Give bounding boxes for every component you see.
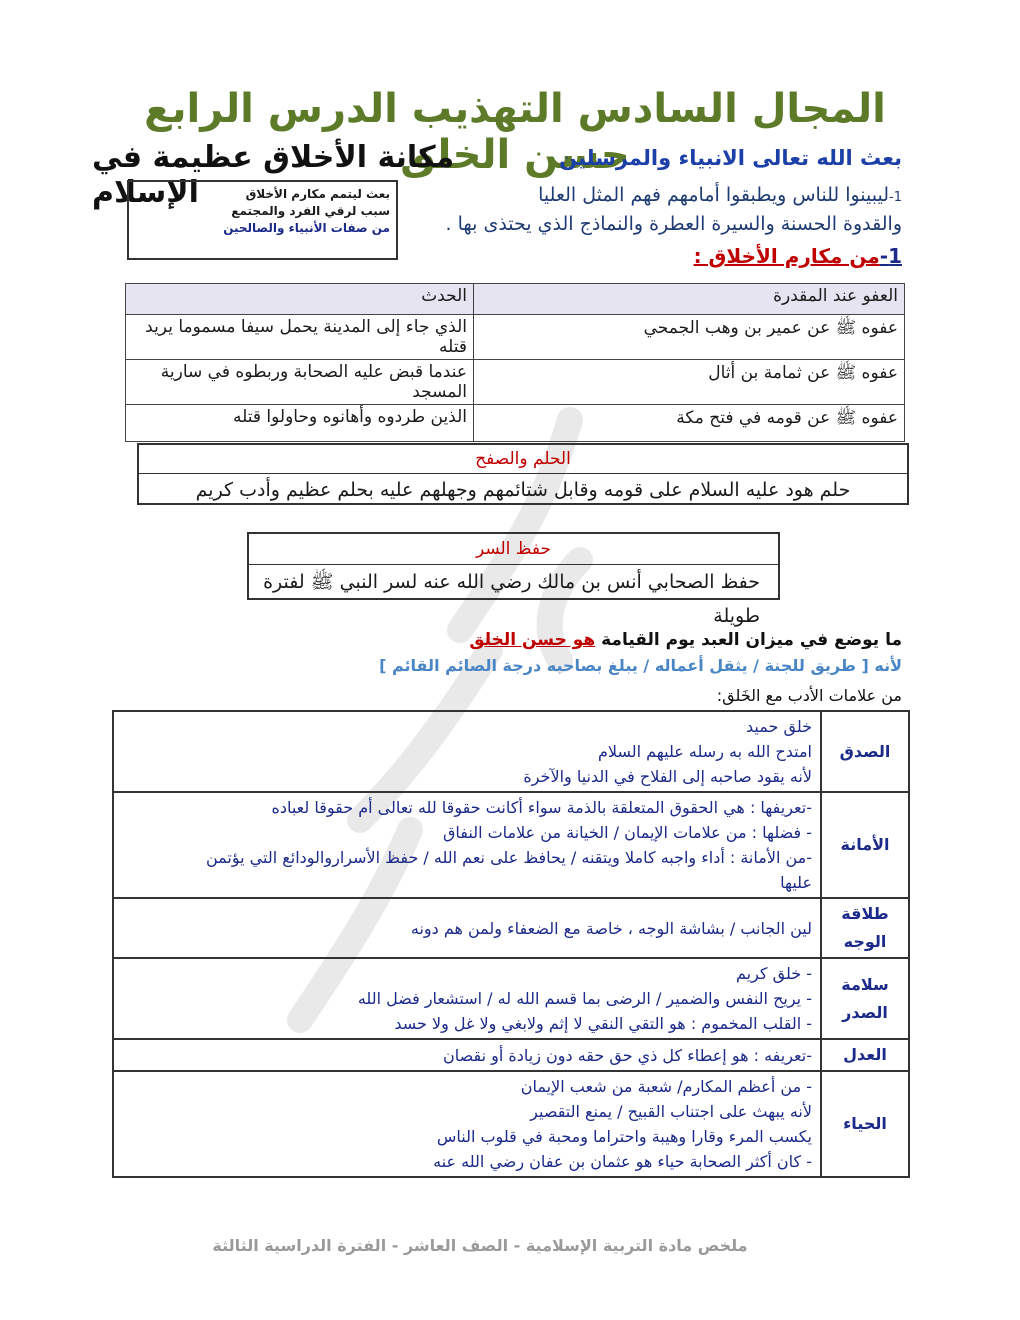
side-box-line: من صفات الأنبياء والصالحين: [223, 221, 390, 235]
table-row: [113, 1071, 909, 1177]
trait-line: - كان أكثر الصحابة حياء هو عثمان بن عفان رضي الله عنه: [433, 1152, 812, 1171]
section-heading-ethics-status: مكانة الأخلاق عظيمة في الإسلام: [92, 140, 455, 210]
table-row: [113, 898, 909, 958]
table-cell: عفوه ﷺ عن قومه في فتح مكة: [474, 405, 905, 442]
question-text: ما يوضع في ميزان العبد يوم القيامة: [595, 630, 902, 650]
trait-name: الأمانة: [821, 792, 909, 898]
makarem-heading: [694, 244, 902, 268]
trait-line: -من الأمانة : أداء واجبه كاملا ويتقنه / يحافظ على نعم الله / حفظ الأسراروالودائع التي يؤتمن: [205, 848, 812, 867]
intro-number: 1-: [889, 190, 902, 205]
trait-details: [113, 1071, 821, 1177]
side-box-line: سبب لرقي الفرد والمجتمع: [231, 204, 390, 218]
table-row: [113, 711, 909, 792]
question-answer: هو حسن الخلق: [469, 630, 596, 650]
table-row: [113, 792, 909, 898]
side-box-line: بعث ليتمم مكارم الأخلاق: [245, 187, 390, 201]
page-footer: ملخص مادة التربية الإسلامية - الصف العاشر - الفترة الدراسية الثالثة: [212, 1236, 748, 1255]
trait-name: الصدق: [821, 711, 909, 792]
trait-line: - يريح النفس والضمير / الرضى بما قسم الله له / استشعار فضل الله: [357, 989, 812, 1008]
trait-name: العدل: [821, 1039, 909, 1071]
trait-line: -تعريفه : هو إعطاء كل ذي حق حقه دون زيادة أو نقصان: [442, 1045, 812, 1065]
table-cell: عندما قبض عليه الصحابة وربطوه في سارية المسجد: [126, 360, 474, 405]
hilm-header: الحلم والصفح: [139, 445, 907, 474]
secret-keeping-box: [247, 532, 780, 627]
trait-line: - القلب المخموم : هو التقي النقي لا إثم ولابغي ولا غل ولا حسد: [394, 1014, 812, 1033]
table-header-cell: الحدث: [126, 284, 474, 315]
table-row: [113, 1039, 909, 1071]
trait-line: عليها: [780, 873, 812, 892]
trait-name: سلامة الصدر: [821, 958, 909, 1039]
question-line: [469, 630, 902, 650]
table-cell: عفوه ﷺ عن ثمامة بن أثال: [474, 360, 905, 405]
table-cell: عفوه ﷺ عن عمير بن وهب الجمحي: [474, 315, 905, 360]
makarem-text: من مكارم الأخلاق :: [693, 244, 880, 268]
trait-line: - فضلها : من علامات الإيمان / الخيانة من علامات النفاق: [443, 823, 812, 842]
table-row: [126, 405, 905, 442]
table-cell: الذي جاء إلى المدينة يحمل سيفا مسموما يريد قتله: [126, 315, 474, 360]
hilm-box: [137, 443, 909, 505]
section-heading-prophets: بعث الله تعالى الانبياء والمرسلين: [559, 146, 902, 170]
trait-name: الحياء: [821, 1071, 909, 1177]
makarem-number: 1-: [879, 244, 902, 268]
page-title: المجال السادس التهذيب الدرس الرابع حسن الخلق: [144, 86, 886, 178]
because-line: لأنه [ طريق للجنة / يثقل أعماله / يبلغ بصاحبه درجة الصائم القائم ]: [379, 656, 902, 675]
table-header-row: [126, 284, 905, 315]
trait-name: طلاقة الوجه: [821, 898, 909, 958]
forgiveness-table: [125, 283, 905, 442]
trait-line: امتدح الله به رسله عليهم السلام: [598, 742, 812, 761]
trait-details: [113, 792, 821, 898]
trait-line: لين الجانب / بشاشة الوجه ، خاصة مع الضعفاء ولمن هم دونه: [410, 918, 812, 938]
table-row: [113, 958, 909, 1039]
trait-details: [113, 898, 821, 958]
trait-line: خلق حميد: [746, 717, 812, 736]
trait-line: - من أعظم المكارم/ شعبة من شعب الإيمان: [520, 1077, 812, 1096]
trait-details: [113, 711, 821, 792]
table-row: [126, 360, 905, 405]
table-header-cell: العفو عند المقدرة: [474, 284, 905, 315]
table-cell: الذين طردوه وأهانوه وحاولوا قتله: [126, 405, 474, 442]
trait-line: لأنه يقود صاحبه إلى الفلاح في الدنيا والآخرة: [523, 767, 812, 786]
trait-line: يكسب المرء وقارا وهيبة واحتراما ومحبة في قلوب الناس: [436, 1127, 812, 1146]
trait-line: -تعريفها : هي الحقوق المتعلقة بالذمة سواء أكانت حقوقا لله تعالى أم حقوقا لعباده: [271, 798, 812, 817]
intro-line: ليبينوا للناس ويطبقوا أمامهم فهم المثل العليا: [538, 184, 890, 206]
secret-body: حفظ الصحابي أنس بن مالك رضي الله عنه لسر النبي ﷺ لفترة طويلة: [263, 571, 760, 627]
table-row: [126, 315, 905, 360]
hilm-body: حلم هود عليه السلام على قومه وقابل شتائمهم وجهلهم عليه بحلم عظيم وأدب كريم: [195, 479, 851, 501]
side-summary-box: [127, 180, 398, 260]
intro-line: والقدوة الحسنة والسيرة العطرة والنماذج الذي يحتذى بها .: [445, 213, 902, 235]
trait-line: - خلق كريم: [735, 964, 812, 983]
trait-details: [113, 1039, 821, 1071]
trait-details: [113, 958, 821, 1039]
traits-table: [112, 710, 910, 1178]
signs-intro: من علامات الأدب مع الخَلق:: [716, 686, 902, 705]
trait-line: لأنه يبهث على اجتناب القبيح / يمنع التقصير: [530, 1102, 812, 1121]
intro-paragraph: [432, 182, 902, 238]
secret-header: حفظ السر: [249, 534, 778, 565]
